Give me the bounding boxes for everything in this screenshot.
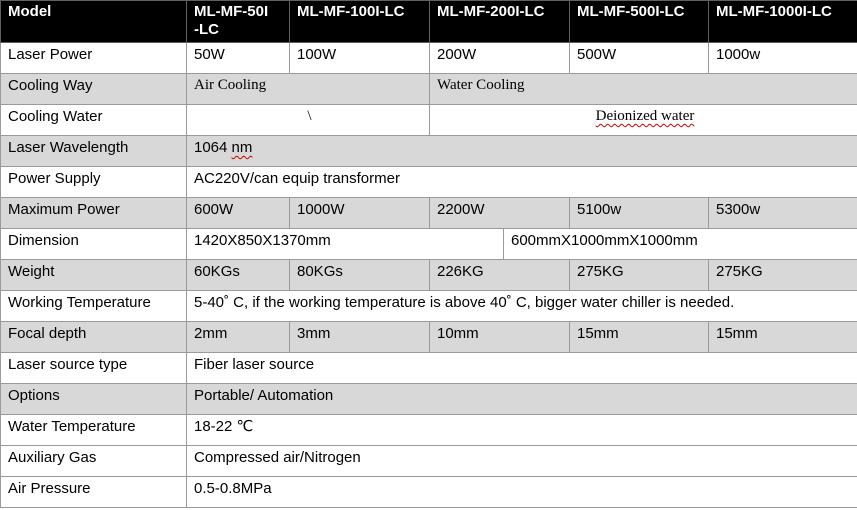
row-label: Weight [1, 260, 187, 291]
cell-value: 200W [430, 43, 570, 74]
cell-value: 600W [187, 198, 290, 229]
cell-value: 80KGs [290, 260, 430, 291]
cell-laser-source: Fiber laser source [187, 353, 857, 384]
cell-working-temperature: 5-40˚ C, if the working temperature is above 40˚ C, bigger water chiller is needed. [187, 291, 857, 322]
row-auxiliary-gas [1, 446, 857, 477]
row-cooling-water [1, 105, 857, 136]
cell-value: 3mm [290, 322, 430, 353]
row-label: Auxiliary Gas [1, 446, 187, 477]
cell-auxiliary-gas: Compressed air/Nitrogen [187, 446, 857, 477]
cell-value: 50W [187, 43, 290, 74]
row-working-temperature [1, 291, 857, 322]
row-label: Power Supply [1, 167, 187, 198]
row-weight [1, 260, 857, 291]
cell-value: 2200W [430, 198, 570, 229]
header-row [1, 1, 857, 43]
cell-dimension-large: 600mmX1000mmX1000mm [504, 229, 857, 260]
row-dimension [1, 229, 857, 260]
cell-value: 15mm [570, 322, 709, 353]
cell-options: Portable/ Automation [187, 384, 857, 415]
cell-value: 5300w [709, 198, 857, 229]
row-power-supply [1, 167, 857, 198]
cell-value: 1000W [290, 198, 430, 229]
row-label: Maximum Power [1, 198, 187, 229]
cell-value: 60KGs [187, 260, 290, 291]
header-model: Model [1, 1, 187, 43]
row-laser-wavelength [1, 136, 857, 167]
row-cooling-way [1, 74, 857, 105]
row-label: Laser Wavelength [1, 136, 187, 167]
header-model-50 [187, 1, 290, 43]
header-model-100: ML-MF-100I-LC [290, 1, 430, 43]
row-label: Air Pressure [1, 477, 187, 508]
row-options [1, 384, 857, 415]
header-model-200: ML-MF-200I-LC [430, 1, 570, 43]
cell-air-pressure: 0.5-0.8MPa [187, 477, 857, 508]
cell-water-cooling: Water Cooling [430, 74, 857, 105]
cell-air-cooling-water: \ [187, 105, 430, 136]
row-laser-source-type [1, 353, 857, 384]
header-model-1000: ML-MF-1000I-LC [709, 1, 857, 43]
row-air-pressure [1, 477, 857, 508]
cell-value: 275KG [709, 260, 857, 291]
row-maximum-power [1, 198, 857, 229]
deionized-water-text: Deionized water [595, 108, 695, 124]
cell-value: 275KG [570, 260, 709, 291]
cell-deionized-water [430, 105, 857, 136]
cell-air-cooling: Air Cooling [187, 74, 430, 105]
cell-dimension-small: 1420X850X1370mm [187, 229, 504, 260]
header-model-50-line2: -LC [194, 21, 219, 38]
row-laser-power [1, 43, 857, 74]
row-label: Water Temperature [1, 415, 187, 446]
cell-value: 5100w [570, 198, 709, 229]
cell-value: 100W [290, 43, 430, 74]
row-label: Cooling Water [1, 105, 187, 136]
wavelength-number: 1064 [194, 139, 228, 156]
row-label: Focal depth [1, 322, 187, 353]
header-model-50-line1: ML-MF-50I [194, 3, 269, 20]
cell-value: 226KG [430, 260, 570, 291]
row-label: Laser source type [1, 353, 187, 384]
cell-value: 2mm [187, 322, 290, 353]
row-label: Laser Power [1, 43, 187, 74]
row-label: Options [1, 384, 187, 415]
row-water-temperature [1, 415, 857, 446]
cell-value: 500W [570, 43, 709, 74]
cell-power-supply: AC220V/can equip transformer [187, 167, 857, 198]
row-label: Working Temperature [1, 291, 187, 322]
row-label: Cooling Way [1, 74, 187, 105]
row-label: Dimension [1, 229, 187, 260]
row-focal-depth [1, 322, 857, 353]
cell-value: 1000w [709, 43, 857, 74]
cell-value: 15mm [709, 322, 857, 353]
wavelength-unit: nm [231, 139, 253, 156]
header-model-500: ML-MF-500I-LC [570, 1, 709, 43]
cell-value: 10mm [430, 322, 570, 353]
cell-wavelength [187, 136, 857, 167]
cell-water-temperature: 18-22 ℃ [187, 415, 857, 446]
